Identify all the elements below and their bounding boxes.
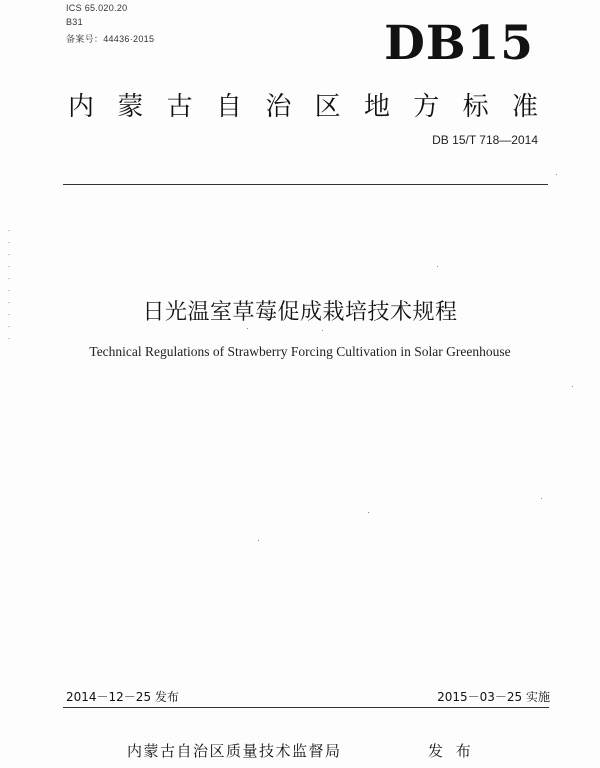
bottom-divider [63, 707, 549, 708]
title-chinese: 日光温室草莓促成栽培技术规程 [142, 300, 458, 325]
standard-category [68, 86, 538, 123]
category-char: 准 [511, 92, 538, 122]
scan-speck [368, 512, 369, 513]
title-english: Technical Regulations of Strawberry Forcing Cultivation in Solar Greenhouse [89, 344, 511, 359]
category-char: 区 [314, 92, 341, 122]
scan-speck [322, 330, 323, 331]
category-char: 蒙 [117, 92, 144, 122]
ics-code: ICS 65.020.20 [66, 3, 128, 13]
category-char: 方 [413, 92, 440, 122]
issuer-action: 发 布 [428, 742, 475, 760]
top-divider [63, 184, 548, 185]
category-char: 自 [215, 92, 242, 122]
category-char: 治 [265, 92, 292, 122]
scan-speck [572, 386, 573, 387]
issuer-name: 内蒙古自治区质量技术监督局 [127, 742, 342, 760]
db-logo: DB15 [384, 16, 534, 71]
ccs-code: B31 [66, 17, 83, 27]
scan-speck [556, 174, 557, 175]
scan-speck [247, 328, 248, 329]
scan-speck [437, 266, 438, 267]
scan-speck [258, 540, 259, 541]
implementation-date: 2015－03－25 实施 [437, 690, 550, 704]
scan-edge-marks [8, 230, 10, 350]
category-char: 古 [166, 92, 193, 122]
filing-number: 备案号：44436·2015 [66, 34, 155, 44]
category-char: 地 [363, 92, 390, 122]
category-char: 标 [462, 92, 489, 122]
standard-number: DB 15/T 718—2014 [432, 133, 538, 147]
category-char: 内 [68, 92, 95, 122]
scan-speck [541, 498, 542, 499]
release-date: 2014－12－25 发布 [66, 690, 179, 704]
